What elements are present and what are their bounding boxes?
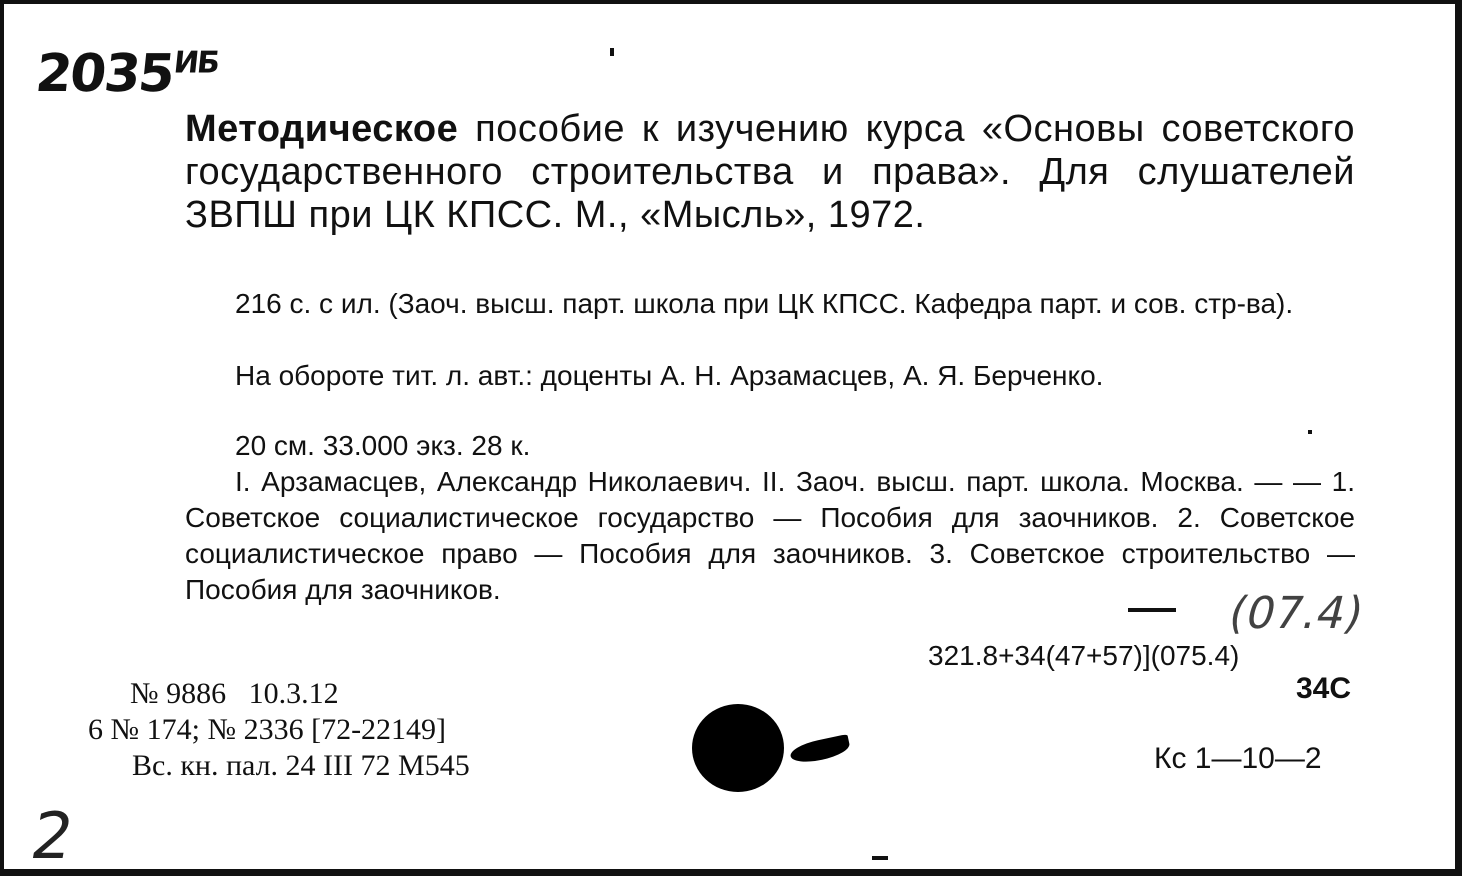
title-entry — [185, 108, 1355, 237]
inventory-line-3: Вс. кн. пал. 24 III 72 М545 — [132, 749, 470, 782]
inventory-line-2: 6 № 174; № 2336 [72-22149] — [88, 713, 447, 746]
speck — [1308, 430, 1312, 434]
title-lead-word: Методическое — [185, 108, 459, 150]
handwritten-annotation: (07.4) — [1223, 588, 1369, 639]
ink-blot — [692, 704, 784, 792]
handwritten-suffix: ИБ — [172, 45, 220, 81]
inventory-line-1: № 9886 10.3.12 — [130, 677, 339, 710]
collation: 216 с. с ил. (Заоч. высш. парт. школа при ЦК КПСС. Кафедра парт. и сов. стр-ва). — [235, 288, 1294, 319]
handwritten-digit: 2 — [25, 800, 80, 874]
inventory-block — [88, 676, 470, 784]
handwritten-number: 2035 — [32, 44, 176, 104]
authors-note: На обороте тит. л. авт.: доценты А. Н. Арзамасцев, А. Я. Берченко. — [235, 360, 1104, 391]
tracings: I. Арзамасцев, Александр Николаевич. II. Заоч. высш. парт. школа. Москва. — — 1. Советское социалистическое государство — Пособия для заочников. 2. Советское социалистическое право — Пособия для заочников. 3. Советское строительство — Пособия для заочников. — [185, 466, 1355, 605]
card-number: Кс 1—10—2 — [1154, 742, 1322, 775]
underline-mark — [1128, 608, 1176, 612]
handwritten-call-number — [33, 44, 220, 104]
speck — [872, 856, 888, 860]
author-mark: 34С — [1296, 672, 1352, 705]
speck — [610, 48, 614, 56]
size-print-price: 20 см. 33.000 экз. 28 к. — [235, 430, 531, 461]
title-text: пособие к изучению курса «Основы советского государственного строительства и права». Для слушателей ЗВПШ при ЦК КПСС. М., «Мысль», 1972. — [185, 108, 1355, 236]
classification-index: 321.8+34(47+57)](075.4) — [928, 640, 1240, 671]
